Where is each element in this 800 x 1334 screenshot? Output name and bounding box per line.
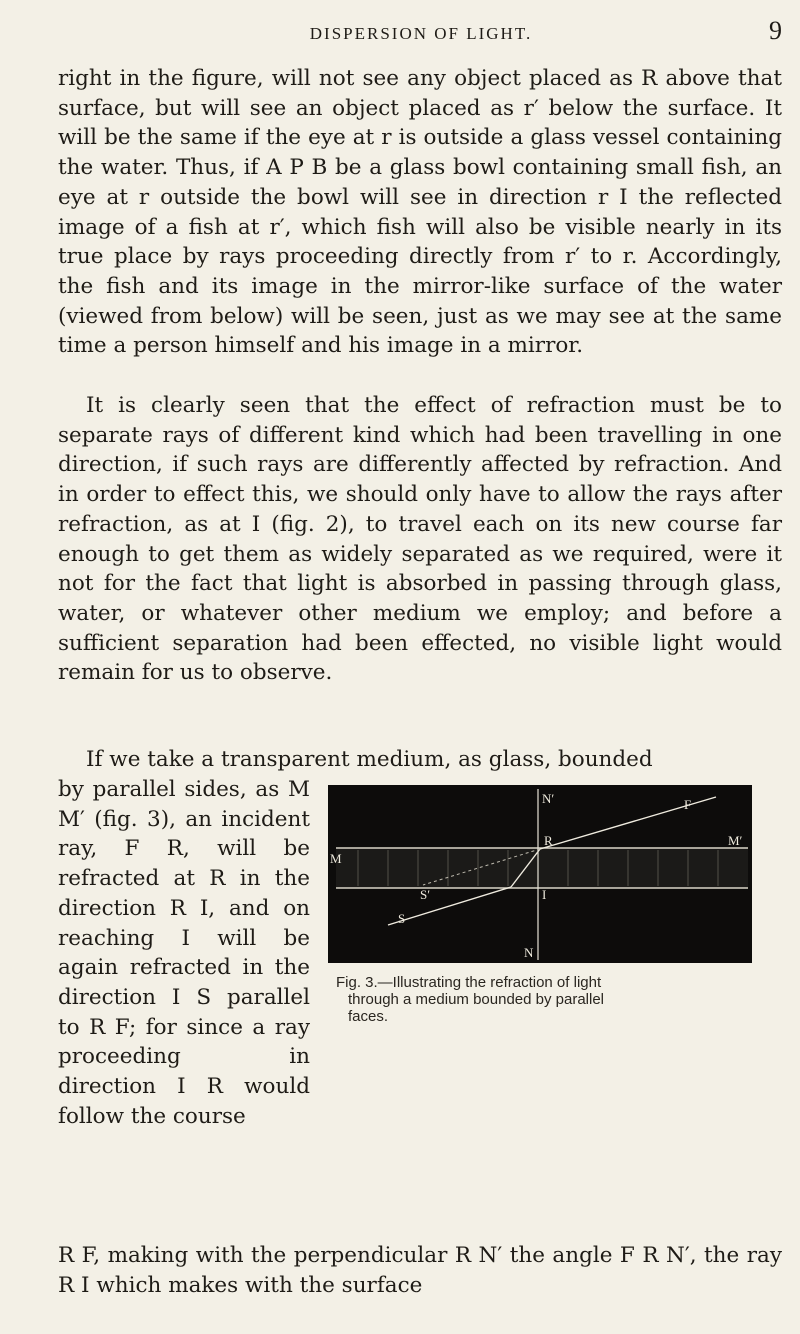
label-s-prime: S′: [420, 887, 431, 902]
glass-slab: [336, 848, 748, 888]
label-m: M: [330, 851, 342, 866]
page-header: [60, 14, 782, 54]
figure-3-refraction-diagram: [328, 785, 752, 963]
page-number: 9: [769, 16, 782, 45]
label-s: S: [398, 911, 406, 926]
paragraph-refraction-separation: It is clearly seen that the effect of refraction must be to separate rays of different kind which had been travelling in one direction, if such rays are differently affected by refraction. And in order to effect this, we should only have to allow the rays after refraction, as at I (fig. 2), to travel each on its new course far enough to get them as widely separated as we required, were it not for the fact that light is absorbed in passing through glass, water, or whatever other medium we employ; and before a sufficient separation had been effected, no visible light would remain for us to observe.: [58, 393, 782, 686]
label-f: F: [684, 797, 692, 812]
figure-caption: [336, 974, 766, 1025]
caption-line-2: through a medium bounded by parallel: [348, 991, 605, 1008]
paragraph-transparent-medium-intro: If we take a transparent medium, as glass, bounded: [86, 747, 653, 772]
label-i: I: [542, 887, 547, 902]
label-n-prime: N′: [542, 791, 555, 806]
label-m-prime: M′: [728, 833, 743, 848]
label-n: N: [524, 945, 534, 960]
label-r: R: [544, 833, 553, 848]
paragraph-fish-reflection: right in the figure, will not see any object placed as R above that surface, but will see an object placed as r′ below the surface. It will be the same if the eye at r is outside a glass vessel containing the water. Thus, if A P B be a glass bowl containing small fish, an eye at r outside the bowl will see in direction r I the reflected image of a fish at r′, which fish will also be visible nearly in its true place by rays proceeding directly from r′ to r. Accordingly, the fish and its image in the mirror-like surface of the water (viewed from below) will be seen, just as we may see at the same time a person himself and his image in a mirror.: [58, 66, 782, 359]
refraction-diagram-svg: [328, 785, 752, 963]
caption-line-1: Fig. 3.—Illustrating the refraction of light: [336, 974, 602, 991]
caption-line-3: faces.: [348, 1008, 389, 1025]
running-title: DISPERSION OF LIGHT.: [309, 24, 533, 43]
paragraph-parallel-sides: by parallel sides, as M M′ (fig. 3), an incident ray, F R, will be refracted at R in the direction R I, and on reaching I will be again refracted in the direction I S parallel to R F; for since a ray proceeding in direction I R would follow the course: [58, 777, 310, 1129]
paragraph-angle-continuation: R F, making with the perpendicular R N′ the angle F R N′, the ray R I which makes with the surface: [58, 1243, 782, 1298]
